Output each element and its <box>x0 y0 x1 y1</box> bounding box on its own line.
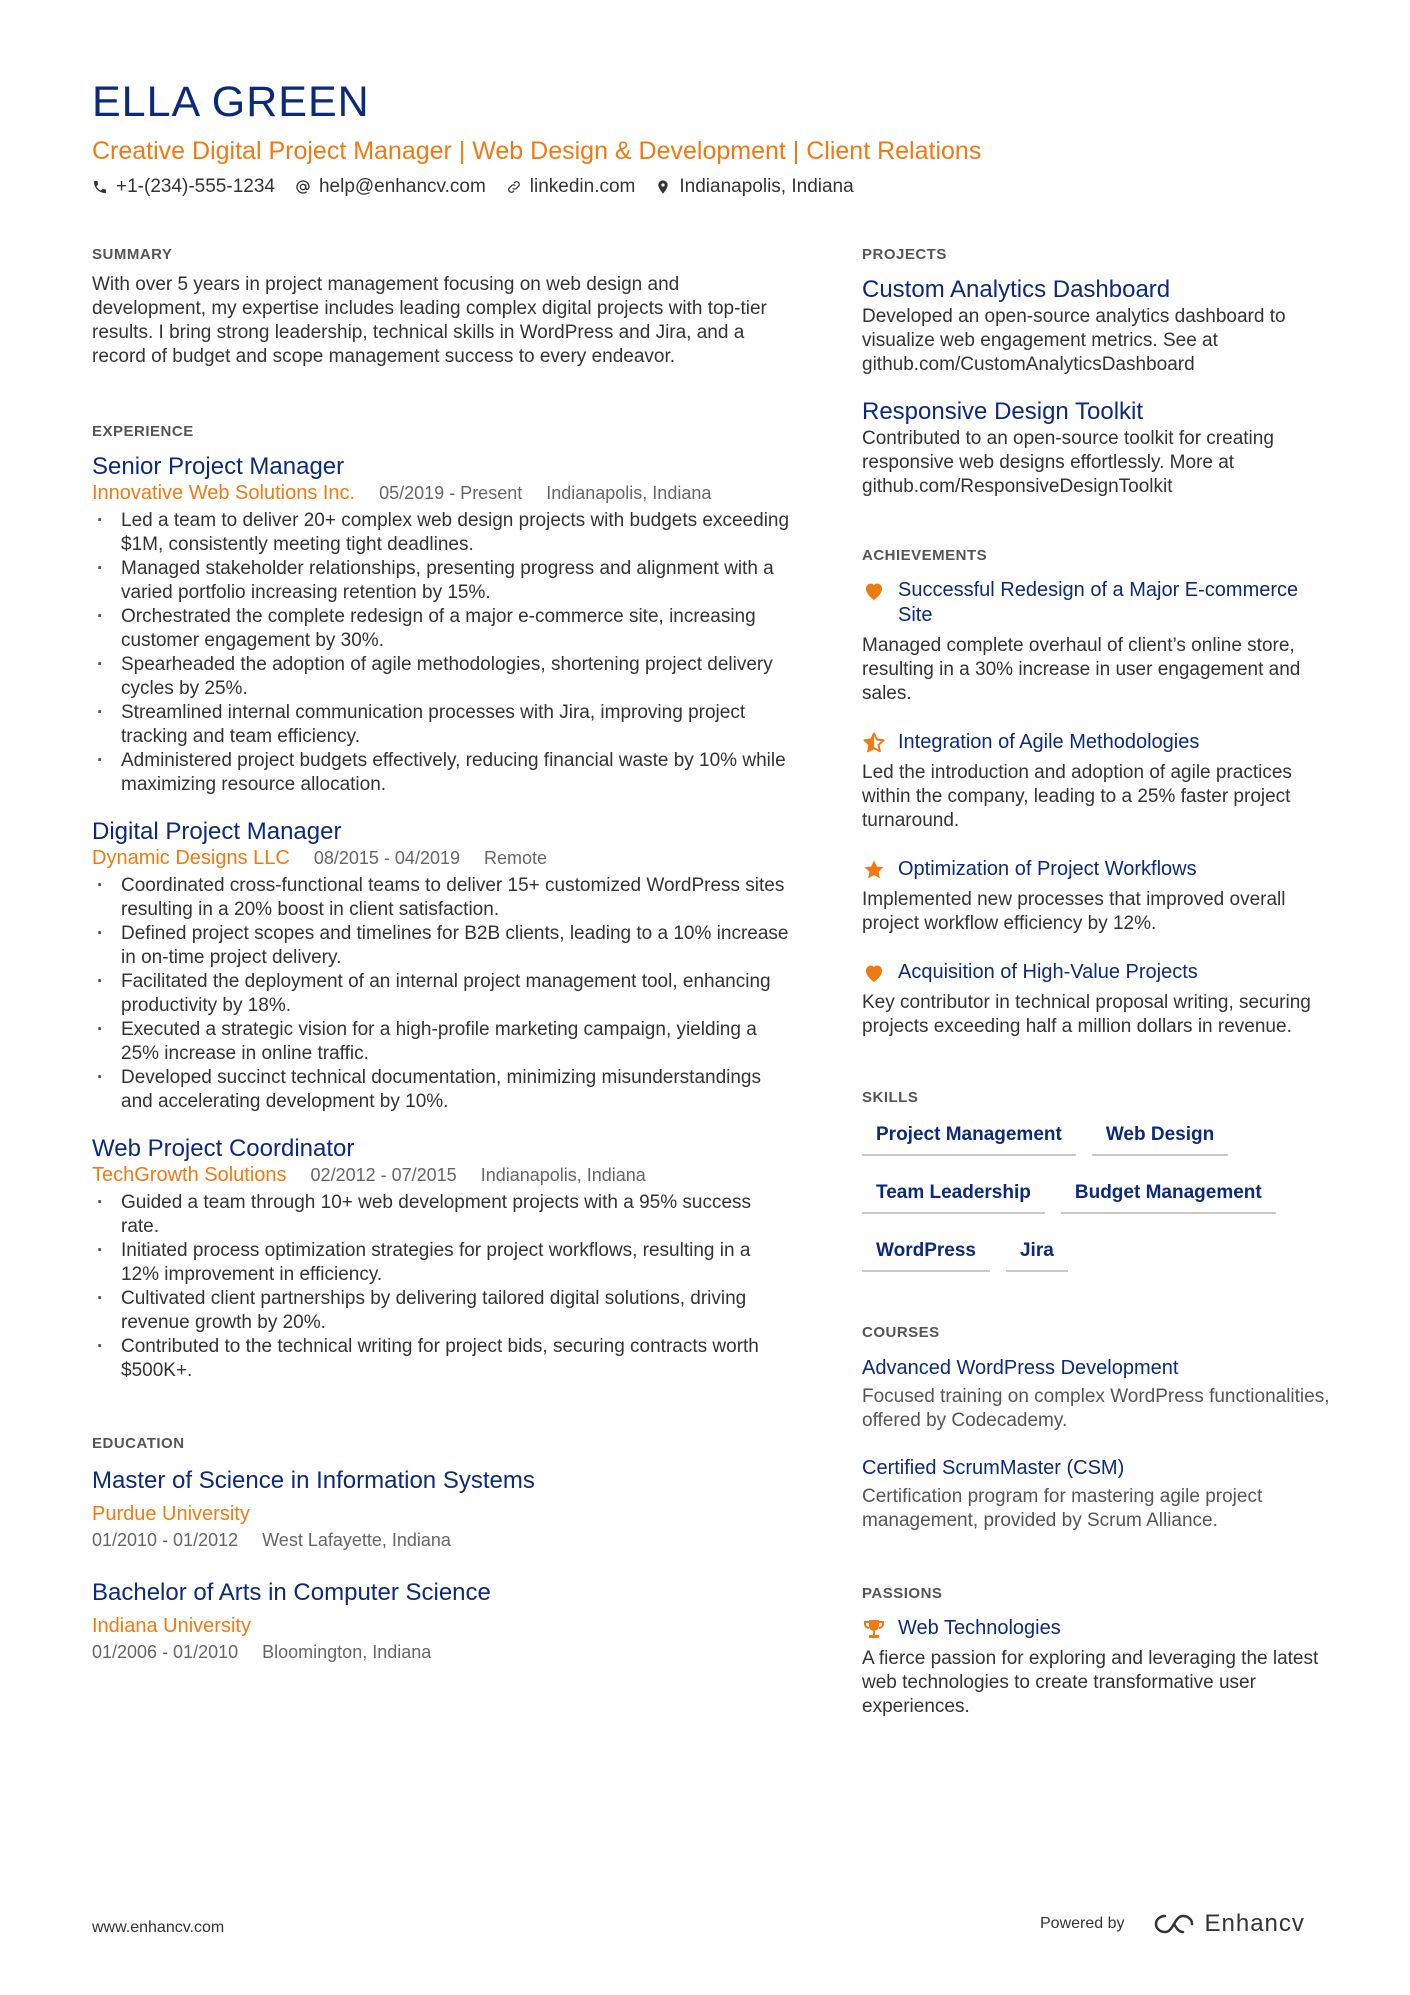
email-text: help@enhancv.com <box>318 176 486 197</box>
course-title: Advanced WordPress Development <box>862 1357 1179 1379</box>
achievement-title: Optimization of Project Workflows <box>898 858 1197 880</box>
job-bullet: · Developed succinct technical documentation, minimizing misunderstandings and accelerating development by 10%. <box>92 1066 792 1114</box>
job-dates: 02/2012 - 07/2015 <box>310 1165 457 1185</box>
job-location: Remote <box>484 848 548 868</box>
achievement-title: Successful Redesign of a Major E-commerce Site <box>898 579 1299 626</box>
job-location: Indianapolis, Indiana <box>480 1165 646 1185</box>
passion-description: A fierce passion for exploring and leveraging the latest web technologies to create transformative user experiences. <box>862 1648 1319 1717</box>
course-title: Certified ScrumMaster (CSM) <box>862 1457 1125 1479</box>
achievement-entry <box>862 857 1332 936</box>
heart-icon <box>862 961 886 985</box>
skill-tag: Project Management <box>862 1116 1076 1156</box>
education-entry <box>92 1578 792 1664</box>
job-bullet: · Initiated process optimization strategies for project workflows, resulting in a 12% improvement in efficiency. <box>92 1239 792 1287</box>
edu-meta <box>92 1640 792 1664</box>
skill-tag: WordPress <box>862 1232 990 1272</box>
job-bullet: · Administered project budgets effectively, reducing financial waste by 10% while maximizing resource allocation. <box>92 749 792 797</box>
phone-icon <box>92 179 108 195</box>
job-location: Indianapolis, Indiana <box>546 483 712 503</box>
passions-title: PASSIONS <box>862 1585 943 1602</box>
course-description: Certification program for mastering agile project management, provided by Scrum Alliance. <box>862 1486 1263 1531</box>
achievement-entry <box>862 960 1332 1039</box>
summary-text: With over 5 years in project management focusing on web design and development, my expertise includes leading complex digital projects with top-tier results. I bring strong leadership, technical skills in WordPress and Jira, and a record of budget and scope management success to every endeavor. <box>92 274 767 367</box>
projects-title: PROJECTS <box>862 246 947 263</box>
enhancv-logo-icon <box>1151 1912 1197 1936</box>
achievement-entry <box>862 730 1332 833</box>
summary-section <box>92 246 792 369</box>
job-meta <box>92 481 792 505</box>
job-meta <box>92 846 792 870</box>
education-entry <box>92 1466 792 1552</box>
edu-location: West Lafayette, Indiana <box>262 1530 451 1550</box>
achievement-title: Integration of Agile Methodologies <box>898 731 1200 753</box>
contact-email[interactable] <box>295 176 486 198</box>
at-icon <box>295 179 311 195</box>
job-bullet: · Executed a strategic vision for a high-profile marketing campaign, yielding a 25% increase in online traffic. <box>92 1018 792 1066</box>
job-meta <box>92 1163 792 1187</box>
footer-website[interactable]: www.enhancv.com <box>92 1919 225 1936</box>
link-icon <box>506 179 522 195</box>
course-entry <box>862 1355 1332 1433</box>
job-company: TechGrowth Solutions <box>92 1164 287 1186</box>
footer-branding <box>1040 1910 1305 1938</box>
location-pin-icon <box>655 179 671 195</box>
edu-dates: 01/2006 - 01/2010 <box>92 1642 239 1662</box>
skills-title: SKILLS <box>862 1089 919 1106</box>
project-description: Developed an open-source analytics dashboard to visualize web engagement metrics. See at github.com/CustomAnalyticsDashboard <box>862 306 1286 375</box>
skill-tag: Web Design <box>1092 1116 1228 1156</box>
achievement-description: Managed complete overhaul of client’s online store, resulting in a 30% increase in user engagement and sales. <box>862 635 1301 704</box>
headline: Creative Digital Project Manager | Web Design & Development | Client Relations <box>92 137 982 165</box>
brand-logo[interactable] <box>1151 1910 1305 1938</box>
job-bullet: · Managed stakeholder relationships, presenting progress and alignment with a varied portfolio increasing retention by 15%. <box>92 557 792 605</box>
project-entry <box>862 275 1332 377</box>
skill-tag: Budget Management <box>1061 1174 1276 1214</box>
skill-tag: Team Leadership <box>862 1174 1045 1214</box>
passions-section <box>862 1585 1332 1719</box>
contact-website[interactable] <box>506 176 636 198</box>
job-bullet: · Orchestrated the complete redesign of a major e-commerce site, increasing customer engagement by 30%. <box>92 605 792 653</box>
skills-list <box>862 1116 1332 1290</box>
achievements-section <box>862 547 1332 1039</box>
job-company: Innovative Web Solutions Inc. <box>92 482 356 504</box>
heart-icon <box>862 579 886 603</box>
achievement-description: Implemented new processes that improved overall project workflow efficiency by 12%. <box>862 889 1286 934</box>
skill-tag: Jira <box>1006 1232 1068 1272</box>
project-description: Contributed to an open-source toolkit for creating responsive web designs effortlessly. More at github.com/ResponsiveDesignToolkit <box>862 428 1274 497</box>
course-description: Focused training on complex WordPress functionalities, offered by Codecademy. <box>862 1386 1330 1431</box>
job-bullet: · Streamlined internal communication processes with Jira, improving project tracking and team efficiency. <box>92 701 792 749</box>
trophy-icon <box>862 1617 886 1641</box>
left-column <box>92 246 792 1664</box>
achievement-description: Key contributor in technical proposal writing, securing projects exceeding half a million dollars in revenue. <box>862 992 1311 1037</box>
job-bullet: · Coordinated cross-functional teams to deliver 15+ customized WordPress sites resulting in a 20% boost in client satisfaction. <box>92 874 792 922</box>
job-entry <box>92 452 792 797</box>
edu-degree: Bachelor of Arts in Computer Science <box>92 1579 491 1606</box>
project-entry <box>862 397 1332 499</box>
brand-name: Enhancv <box>1204 1910 1305 1937</box>
job-title: Senior Project Manager <box>92 453 345 480</box>
achievement-header <box>862 578 1332 628</box>
passion-header <box>862 1616 1332 1641</box>
achievement-header <box>862 857 1332 882</box>
job-company: Dynamic Designs LLC <box>92 847 290 869</box>
job-entry <box>92 1134 792 1383</box>
experience-section <box>92 423 792 1383</box>
contact-location <box>655 176 853 198</box>
achievement-entry <box>862 578 1332 706</box>
experience-title: EXPERIENCE <box>92 423 194 440</box>
job-title: Web Project Coordinator <box>92 1135 355 1162</box>
course-entry <box>862 1455 1332 1533</box>
skills-section <box>862 1089 1332 1290</box>
contact-phone[interactable] <box>92 176 275 198</box>
summary-title: SUMMARY <box>92 246 173 263</box>
edu-school: Purdue University <box>92 1503 250 1525</box>
website-text: linkedin.com <box>529 176 636 197</box>
job-bullets <box>92 509 792 797</box>
job-bullet: · Led a team to deliver 20+ complex web design projects with budgets exceeding $1M, consistently meeting tight deadlines. <box>92 509 792 557</box>
education-section <box>92 1435 792 1664</box>
phone-text: +1-(234)-555-1234 <box>116 176 275 197</box>
job-entry <box>92 817 792 1114</box>
edu-meta <box>92 1528 792 1552</box>
courses-section <box>862 1324 1332 1533</box>
achievements-title: ACHIEVEMENTS <box>862 547 988 564</box>
star-half-icon <box>862 731 886 755</box>
courses-title: COURSES <box>862 1324 940 1341</box>
edu-school: Indiana University <box>92 1615 251 1637</box>
job-bullet: · Defined project scopes and timelines for B2B clients, leading to a 10% increase in on-time project delivery. <box>92 922 792 970</box>
location-text: Indianapolis, Indiana <box>679 176 854 197</box>
job-bullet: · Cultivated client partnerships by delivering tailored digital solutions, driving revenue growth by 20%. <box>92 1287 792 1335</box>
achievement-description: Led the introduction and adoption of agile practices within the company, leading to a 25% faster project turnaround. <box>862 762 1292 831</box>
job-dates: 08/2015 - 04/2019 <box>313 848 460 868</box>
contact-row <box>92 176 854 198</box>
edu-location: Bloomington, Indiana <box>262 1642 432 1662</box>
job-bullet: · Spearheaded the adoption of agile methodologies, shortening project delivery cycles by 25%. <box>92 653 792 701</box>
candidate-name: ELLA GREEN <box>92 78 370 126</box>
achievement-header <box>862 960 1332 985</box>
right-column <box>862 246 1332 1719</box>
project-title: Custom Analytics Dashboard <box>862 276 1171 303</box>
job-bullet: · Facilitated the deployment of an internal project management tool, enhancing productivity by 18%. <box>92 970 792 1018</box>
achievement-header <box>862 730 1332 755</box>
edu-dates: 01/2010 - 01/2012 <box>92 1530 239 1550</box>
achievement-title: Acquisition of High-Value Projects <box>898 961 1198 983</box>
job-bullets <box>92 874 792 1114</box>
job-title: Digital Project Manager <box>92 818 342 845</box>
star-icon <box>862 858 886 882</box>
job-bullet: · Contributed to the technical writing for project bids, securing contracts worth $500K+. <box>92 1335 792 1383</box>
passion-entry <box>862 1616 1332 1719</box>
education-title: EDUCATION <box>92 1435 185 1452</box>
job-bullet: · Guided a team through 10+ web development projects with a 95% success rate. <box>92 1191 792 1239</box>
powered-by-text: Powered by <box>1040 1915 1125 1932</box>
job-dates: 05/2019 - Present <box>379 483 523 503</box>
edu-degree: Master of Science in Information Systems <box>92 1467 535 1494</box>
passion-title: Web Technologies <box>898 1617 1061 1639</box>
job-bullets <box>92 1191 792 1383</box>
project-title: Responsive Design Toolkit <box>862 398 1144 425</box>
projects-section <box>862 246 1332 499</box>
